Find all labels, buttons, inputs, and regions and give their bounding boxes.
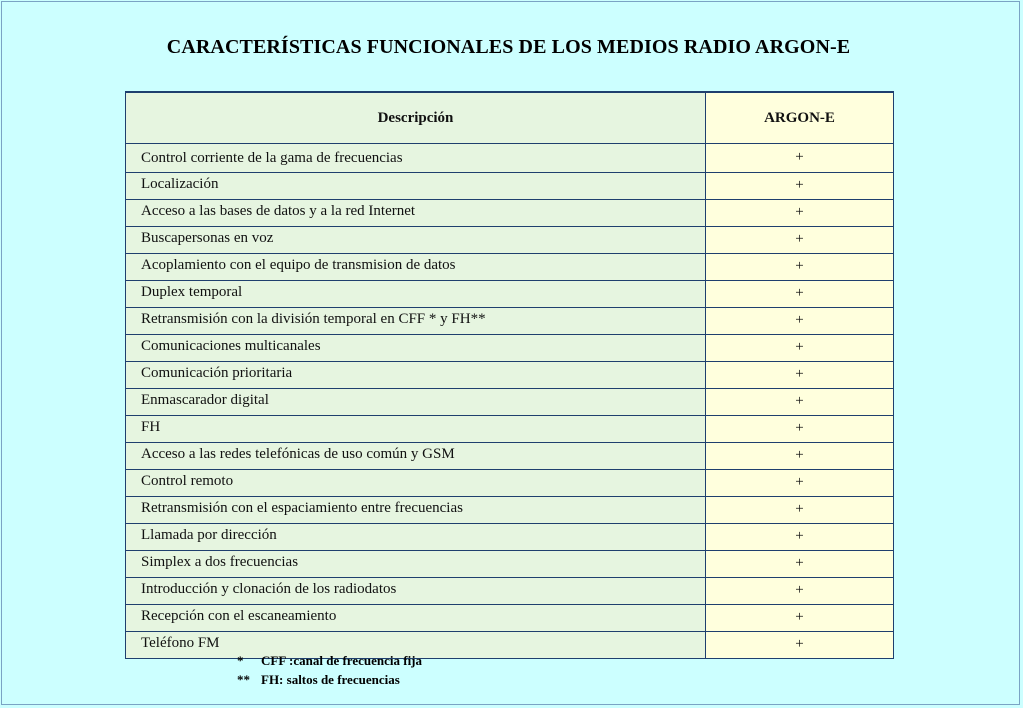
feature-description: Acceso a las redes telefónicas de uso común y GSM (126, 443, 706, 470)
table-row (126, 605, 894, 632)
table-row (126, 173, 894, 200)
features-table (125, 91, 894, 659)
table-row (126, 254, 894, 281)
table-row (126, 551, 894, 578)
footnote-mark: * (237, 653, 244, 668)
page-title: CARACTERÍSTICAS FUNCIONALES DE LOS MEDIOS RADIO ARGON-E (166, 36, 851, 58)
feature-support-mark: + (706, 362, 894, 389)
table-row (126, 578, 894, 605)
feature-support-mark: + (706, 443, 894, 470)
feature-description: Enmascarador digital (126, 389, 706, 416)
feature-description: Control corriente de la gama de frecuencias (126, 144, 706, 173)
feature-support-mark: + (706, 578, 894, 605)
feature-support-mark: + (706, 281, 894, 308)
table-row (126, 470, 894, 497)
feature-description: Recepción con el escaneamiento (126, 605, 706, 632)
table-row (126, 443, 894, 470)
table-row (126, 281, 894, 308)
table-row (126, 335, 894, 362)
feature-description: Acoplamiento con el equipo de transmision de datos (126, 254, 706, 281)
feature-description: Teléfono FM (126, 632, 706, 659)
feature-support-mark: + (706, 605, 894, 632)
feature-description: Duplex temporal (126, 281, 706, 308)
header-description: Descripción (126, 92, 706, 144)
feature-support-mark: + (706, 632, 894, 659)
table-row (126, 524, 894, 551)
footnote (237, 651, 422, 670)
feature-support-mark: + (706, 173, 894, 200)
header-argon-e: ARGON-E (706, 92, 894, 144)
feature-support-mark: + (706, 144, 894, 173)
feature-support-mark: + (706, 416, 894, 443)
feature-description: Control remoto (126, 470, 706, 497)
feature-support-mark: + (706, 470, 894, 497)
footnote-text: CFF :canal de frecuencia fija (261, 653, 423, 668)
feature-description: Comunicaciones multicanales (126, 335, 706, 362)
feature-support-mark: + (706, 308, 894, 335)
feature-description: Acceso a las bases de datos y a la red Internet (126, 200, 706, 227)
footnote-mark: ** (237, 672, 250, 687)
feature-description: Simplex a dos frecuencias (126, 551, 706, 578)
table-row (126, 227, 894, 254)
table-row (126, 416, 894, 443)
table-row (126, 389, 894, 416)
feature-support-mark: + (706, 335, 894, 362)
feature-description: Introducción y clonación de los radiodatos (126, 578, 706, 605)
feature-support-mark: + (706, 497, 894, 524)
feature-description: Retransmisión con la división temporal en CFF * y FH** (126, 308, 706, 335)
feature-support-mark: + (706, 227, 894, 254)
table-row (126, 497, 894, 524)
table-header-row (126, 92, 894, 144)
table-row (126, 308, 894, 335)
feature-description: Comunicación prioritaria (126, 362, 706, 389)
table-row (126, 200, 894, 227)
feature-description: Buscapersonas en voz (126, 227, 706, 254)
footnote-text: FH: saltos de frecuencias (261, 672, 400, 687)
feature-support-mark: + (706, 551, 894, 578)
feature-support-mark: + (706, 254, 894, 281)
feature-description: Localización (126, 173, 706, 200)
feature-description: Retransmisión con el espaciamiento entre frecuencias (126, 497, 706, 524)
feature-support-mark: + (706, 389, 894, 416)
feature-description: Llamada por dirección (126, 524, 706, 551)
feature-support-mark: + (706, 524, 894, 551)
footnotes (237, 651, 422, 689)
feature-support-mark: + (706, 200, 894, 227)
table-row (126, 362, 894, 389)
feature-description: FH (126, 416, 706, 443)
table-row (126, 144, 894, 173)
footnote (237, 670, 422, 689)
